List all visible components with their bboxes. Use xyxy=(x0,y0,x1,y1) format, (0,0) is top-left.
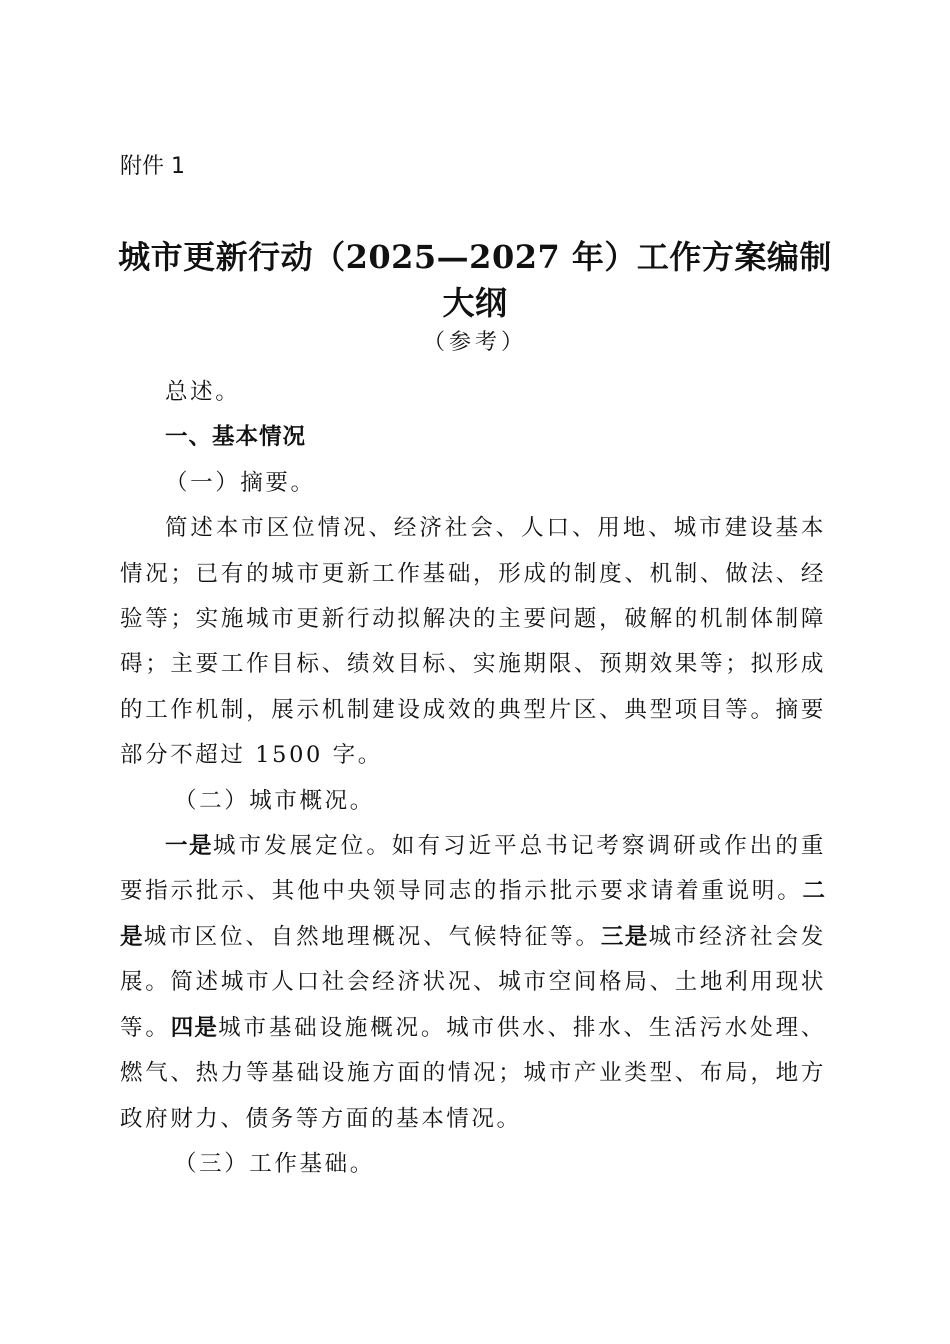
attachment-label: 附件 1 xyxy=(120,154,185,179)
summary-paragraph: 简述本市区位情况、经济社会、人口、用地、城市建设基本情况；已有的城市更新工作基础，形成的制度、机制、做法、经验等；实施城市更新行动拟解决的主要问题，破解的机制体制障碍；主要工作目标、绩效目标、实施期限、预期效果等；拟形成的工作机制，展示机制建设成效的典型片区、典型项目等。摘要部分不超过 1500 字。 xyxy=(120,515,826,769)
subsection-heading-city-overview: （二）城市概况。 xyxy=(174,787,375,814)
lead-first: 一是 xyxy=(165,833,213,860)
city-overview-text-3: 城市经济社会发展。简述城市人口社会经济状况、城市空间格局、土地利用现状等。 xyxy=(120,923,826,1041)
lead-fourth: 四是 xyxy=(170,1014,219,1041)
lead-third: 三是 xyxy=(600,923,649,950)
document-subtitle: （参考） xyxy=(422,330,527,355)
lead-second: 二是 xyxy=(120,878,826,950)
overview-paragraph: 总述。 xyxy=(165,379,241,405)
document-title: 城市更新行动（2025—2027 年）工作方案编制大纲 xyxy=(118,238,832,322)
subsection-heading-work-foundation: （三）工作基础。 xyxy=(174,1150,375,1177)
city-overview-text-1: 城市发展定位。如有习近平总书记考察调研或作出的重要指示批示、其他中央领导同志的指示批示要求请着重说明。 xyxy=(120,833,826,905)
section-heading-basic-situation: 一、基本情况 xyxy=(165,424,307,451)
subsection-heading-summary: （一）摘要。 xyxy=(165,469,316,496)
city-overview-text-4: 城市基础设施概况。城市供水、排水、生活污水处理、燃气、热力等基础设施方面的情况；城市产业类型、布局，地方政府财力、债务等方面的基本情况。 xyxy=(120,1014,827,1132)
city-overview-text-2: 城市区位、自然地理概况、气候特征等。 xyxy=(143,923,601,950)
document-body xyxy=(120,370,826,1187)
city-overview-paragraph xyxy=(120,824,826,1142)
